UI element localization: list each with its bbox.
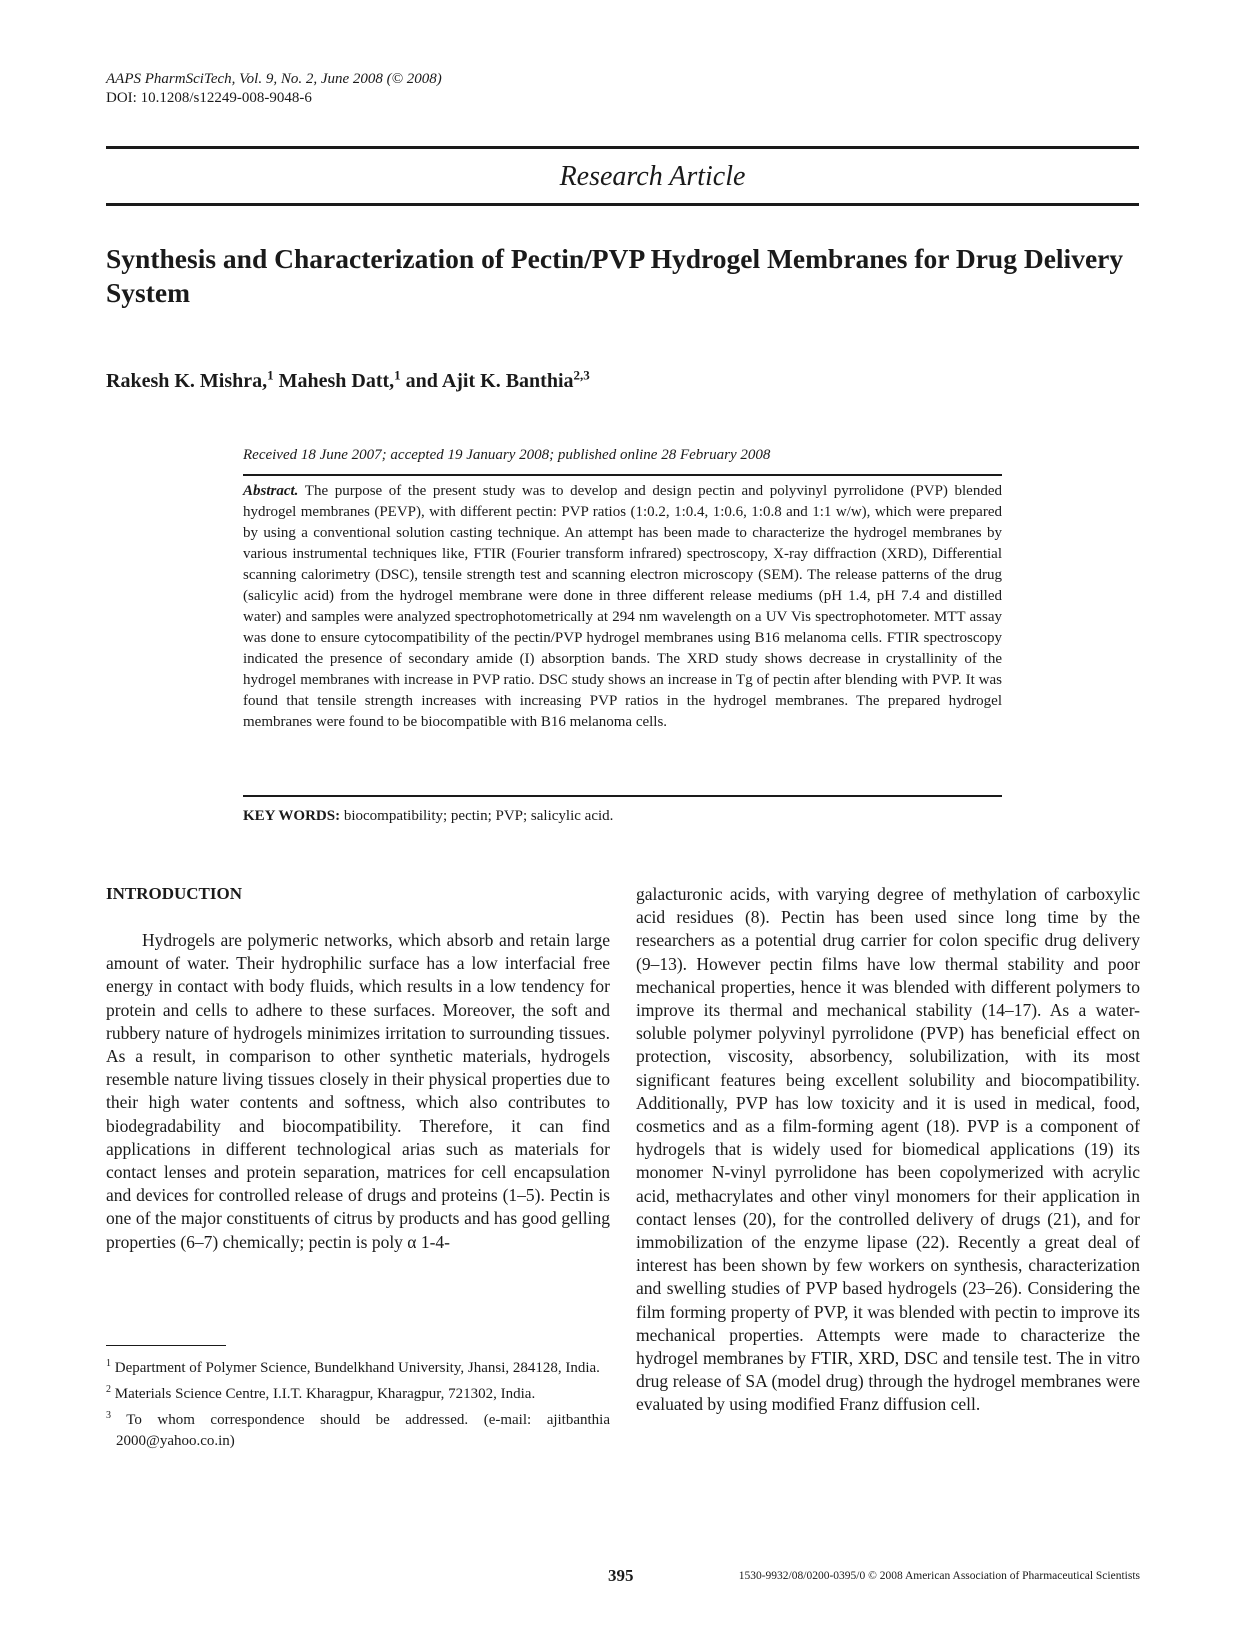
intro-paragraph-continued: galacturonic acids, with varying degree of methylation of carboxylic acid residues (8). Pectin has been used since long time by the researchers as a potential drug carrier for colon specific drug delivery (9–13). However pectin films have low thermal stability and poor mechanical properties, hence it was blended with different polymers to improve its thermal and mechanical stability (14–17). As a water-soluble polymer polyvinyl pyrrolidone (PVP) has beneficial effect on protection, viscosity, absorbency, solubilization, with its most significant features being excellent solubility and biocompatibility. Additionally, PVP has low toxicity and it is used in medical, food, cosmetics and as a film-forming agent (18). PVP is a component of hydrogels that is widely used for biomedical applications (19) its monomer N-vinyl pyrrolidone has been copolymerized with acrylic acid, methacrylates and other vinyl monomers for their application in contact lenses (20), for the controlled delivery of drugs (21), and for immobilization of the enzyme lipase (22). Recently a great deal of interest has been shown by few workers on synthesis, characterization and swelling studies of PVP based hydrogels (23–26). Considering the film forming property of PVP, it was blended with pectin to improve its mechanical properties. Attempts were made to characterize the hydrogel membranes by FTIR, XRD, DSC and tensile test. The in vitro drug release of SA (model drug) through the hydrogel membranes were evaluated by using modified Franz diffusion cell. xyxy=(636,884,1140,1415)
footnotes xyxy=(106,1353,610,1452)
keywords xyxy=(243,808,613,825)
journal-line: AAPS PharmSciTech, Vol. 9, No. 2, June 2008 (© 2008) xyxy=(106,71,442,87)
top-rule xyxy=(106,146,1139,149)
author-affiliation-mark: 2,3 xyxy=(573,367,590,383)
keywords-label: KEY WORDS: xyxy=(243,808,341,824)
article-type: Research Article xyxy=(559,161,746,192)
footnote: $^2$ Materials Science Centre, I.I.T. Kharagpur, Kharagpur, 721302, India. xyxy=(106,1384,536,1402)
author-affiliation-mark: 1 xyxy=(267,367,274,383)
copyright-line: 1530-9932/08/0200-0395/0 © 2008 American Association of Pharmaceutical Scientists xyxy=(738,1570,1140,1582)
abstract-top-rule xyxy=(243,474,1002,476)
journal-header xyxy=(106,70,442,108)
abstract-text: The purpose of the present study was to develop and design pectin and polyvinyl pyrrolidone (PVP) blended hydrogel membranes (PEVP), with different pectin: PVP ratios (1:0.2, 1:0.4, 1:0.6, 1:0.8 and 1:1 w/w), which were prepared by using a conventional solution casting technique. An attempt has been made to characterize the hydrogel membranes by various instrumental techniques like, FTIR (Fourier transform infrared) spectroscopy, X-ray diffraction (XRD), Differential scanning calorimetry (DSC), tensile strength test and scanning electron microscopy (SEM). The release patterns of the drug (salicylic acid) from the hydrogel membrane were done in three different release mediums (pH 1.4, pH 7.4 and distilled water) and samples were analyzed spectrophotometrically at 294 nm wavelength on a UV Vis spectrophotometer. MTT assay was done to ensure cytocompatibility of the pectin/PVP hydrogel membranes using B16 melanoma cells. FTIR spectroscopy indicated the presence of secondary amide (I) absorption bands. The XRD study shows decrease in crystallinity of the hydrogel membranes with increase in PVP ratio. DSC study shows an increase in Tg of pectin after blending with PVP. It was found that tensile strength increases with increasing PVP ratios in the hydrogel membranes. The prepared hydrogel membranes were found to be biocompatible with B16 melanoma cells. xyxy=(243,483,1002,730)
section-heading-introduction: INTRODUCTION xyxy=(106,884,243,903)
right-column xyxy=(636,883,1140,1417)
intro-paragraph: Hydrogels are polymeric networks, which absorb and retain large amount of water. Their hydrophilic surface has a low interfacial free energy in contact with body fluids, which results in a low tendency for protein and cells to adhere to these surfaces. Moreover, the soft and rubbery nature of hydrogels minimizes irritation to surrounding tissues. As a result, in comparison to other synthetic materials, hydrogels resemble nature living tissues closely in their physical properties due to their high water contents and softness, which also contributes to biodegradability and biocompatibility. Therefore, it can find applications in different technological arias such as materials for contact lenses and protein separation, matrices for cell encapsulation and devices for controlled release of drugs and proteins (1–5). Pectin is one of the major constituents of citrus by products and has good gelling properties (6–7) chemically; pectin is poly α 1-4- xyxy=(106,930,610,1252)
doi: DOI: 10.1208/s12249-008-9048-6 xyxy=(106,90,312,106)
received-dates: Received 18 June 2007; accepted 19 January 2008; published online 28 February 2008 xyxy=(243,447,771,463)
page-number: 395 xyxy=(608,1566,634,1585)
footnote: $^1$ Department of Polymer Science, Bundelkhand University, Jhansi, 284128, India. xyxy=(106,1358,600,1376)
paper-title: Synthesis and Characterization of Pectin/PVP Hydrogel Membranes for Drug Delivery System xyxy=(106,243,1124,308)
abstract xyxy=(243,481,1002,733)
footnote: $^3$ To whom correspondence should be addressed. (e-mail: ajitbanthia 2000@yahoo.co.in) xyxy=(106,1410,611,1449)
author-name: Rakesh K. Mishra, xyxy=(106,370,268,392)
author-name: Mahesh Datt, xyxy=(278,370,395,392)
keywords-text: biocompatibility; pectin; PVP; salicylic acid. xyxy=(343,808,614,824)
left-column xyxy=(106,929,610,1254)
author-name: and Ajit K. Banthia xyxy=(405,370,574,392)
author-list xyxy=(106,367,590,393)
title-rule xyxy=(106,203,1139,206)
footnote-rule xyxy=(106,1345,226,1346)
abstract-label: Abstract. xyxy=(243,483,299,499)
abstract-bottom-rule xyxy=(243,795,1002,797)
author-affiliation-mark: 1 xyxy=(394,367,401,383)
